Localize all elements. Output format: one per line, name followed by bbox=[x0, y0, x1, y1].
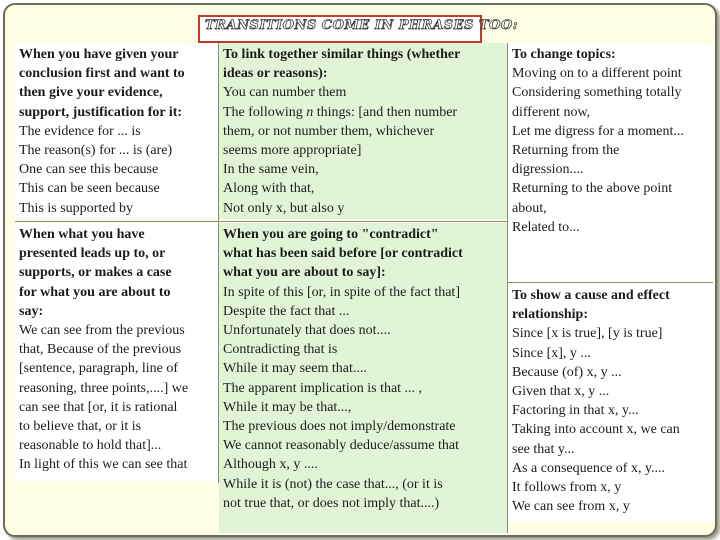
phrase-line: This can be seen because bbox=[19, 181, 160, 197]
phrase-line: Contradicting that is bbox=[223, 342, 338, 358]
cell-heading-line: conclusion first and want to bbox=[19, 66, 185, 82]
phrase-line: to believe that, or it is bbox=[19, 419, 142, 435]
phrase-line: The reason(s) for ... is (are) bbox=[19, 143, 173, 159]
cell-heading-line: When what you have bbox=[19, 227, 145, 242]
evidence-cell bbox=[15, 43, 218, 219]
phrase-line: One can see this because bbox=[19, 162, 159, 178]
phrase-line: that, Because of the previous bbox=[19, 342, 182, 358]
phrase-line: Unfortunately that does not.... bbox=[223, 323, 391, 339]
phrase-line: Because (of) x, y ... bbox=[512, 364, 622, 380]
phrase-line: Returning from the bbox=[512, 143, 620, 159]
phrase-line: about, bbox=[512, 200, 547, 216]
phrase-line: Considering something totally bbox=[512, 85, 682, 101]
phrase-line: You can number them bbox=[223, 85, 347, 101]
cell-heading-line: say: bbox=[19, 303, 44, 319]
phrase-line: not true that, or does not imply that....) bbox=[223, 495, 440, 511]
phrase-line: [sentence, paragraph, line of bbox=[19, 361, 178, 377]
phrase-line: In spite of this [or, in spite of the fact that] bbox=[223, 284, 460, 300]
title-box bbox=[198, 15, 519, 43]
phrase-line: them, or not number them, whichever bbox=[223, 123, 435, 139]
phrase-line: different now, bbox=[512, 104, 591, 120]
slide-title: TRANSITIONS COME IN PHRASES TOO: bbox=[205, 18, 519, 33]
phrase-line: The previous does not imply/demonstrate bbox=[223, 419, 456, 435]
phrase-line: Related to... bbox=[512, 219, 580, 235]
cell-heading-line: support, justification for it: bbox=[19, 104, 183, 120]
cell-heading-line: ideas or reasons): bbox=[223, 66, 328, 82]
phrase-line: The apparent implication is that ... , bbox=[223, 380, 423, 396]
phrase-line: This is supported by bbox=[19, 200, 133, 216]
phrase-line: can see that [or, it is rational bbox=[19, 399, 178, 415]
phrase-line: digression.... bbox=[512, 162, 584, 178]
presented-cell bbox=[15, 223, 218, 481]
phrase-line: We can see from the previous bbox=[19, 323, 185, 339]
row-divider bbox=[15, 221, 507, 222]
phrase-line: In the same vein, bbox=[223, 162, 319, 178]
cell-heading-line: presented leads up to, or bbox=[19, 246, 166, 262]
contradict-cell bbox=[219, 223, 507, 533]
phrase-line: Since [x], y ... bbox=[512, 345, 591, 361]
phrase-line: We can see from x, y bbox=[512, 499, 630, 515]
phrase-line: Taking into account x, we can bbox=[512, 422, 680, 438]
phrase-line: The following n things: [and then number bbox=[223, 104, 458, 120]
cell-heading-line: To change topics: bbox=[512, 47, 616, 62]
phrase-line: Despite the fact that ... bbox=[223, 303, 350, 319]
cause-effect-cell bbox=[508, 284, 713, 522]
phrase-line: reasonable to hold that]... bbox=[19, 438, 162, 454]
phrase-line: Given that x, y ... bbox=[512, 384, 610, 400]
phrase-line: Along with that, bbox=[223, 181, 315, 197]
phrase-line: We cannot reasonably deduce/assume that bbox=[223, 438, 460, 454]
phrase-line: Since [x is true], [y is true] bbox=[512, 326, 663, 342]
phrase-line: While it is (not) the case that..., (or it is bbox=[223, 476, 443, 492]
phrase-line: Factoring in that x, y... bbox=[512, 403, 639, 419]
change-topics-cell bbox=[508, 43, 713, 281]
phrase-line: see that y... bbox=[512, 441, 575, 457]
phrase-line: Let me digress for a moment... bbox=[512, 123, 684, 139]
phrase-line: Not only x, but also y bbox=[223, 200, 345, 216]
phrase-line: The evidence for ... is bbox=[19, 123, 141, 139]
row-divider bbox=[508, 282, 713, 283]
similar-things-cell bbox=[219, 43, 507, 219]
phrase-line: Although x, y .... bbox=[223, 457, 318, 473]
cell-heading-line: what has been said before [or contradict bbox=[223, 246, 463, 262]
phrase-line: While it may seem that.... bbox=[223, 361, 367, 377]
phrase-line: Returning to the above point bbox=[512, 181, 673, 197]
cell-heading-line: To link together similar things (whether bbox=[223, 47, 461, 62]
phrase-line: In light of this we can see that bbox=[19, 457, 188, 473]
cell-heading-line: When you are going to "contradict" bbox=[223, 227, 439, 242]
cell-heading-line: When you have given your bbox=[19, 47, 179, 62]
cell-heading-line: then give your evidence, bbox=[19, 85, 163, 101]
cell-heading-line: for what you are about to bbox=[19, 284, 171, 300]
column-divider bbox=[218, 43, 219, 483]
cell-heading-line: supports, or makes a case bbox=[19, 265, 172, 281]
phrase-line: As a consequence of x, y.... bbox=[512, 460, 666, 476]
cell-heading-line: To show a cause and effect bbox=[512, 288, 670, 303]
phrase-line: While it may be that..., bbox=[223, 399, 352, 415]
phrase-line: Moving on to a different point bbox=[512, 66, 682, 82]
phrase-line: reasoning, three points,....] we bbox=[19, 380, 189, 396]
phrase-line: It follows from x, y bbox=[512, 480, 622, 496]
phrase-line: seems more appropriate] bbox=[223, 143, 362, 159]
cell-heading-line: what you are about to say]: bbox=[223, 265, 386, 281]
column-divider bbox=[507, 43, 508, 533]
cell-heading-line: relationship: bbox=[512, 307, 588, 323]
slide bbox=[3, 3, 717, 537]
